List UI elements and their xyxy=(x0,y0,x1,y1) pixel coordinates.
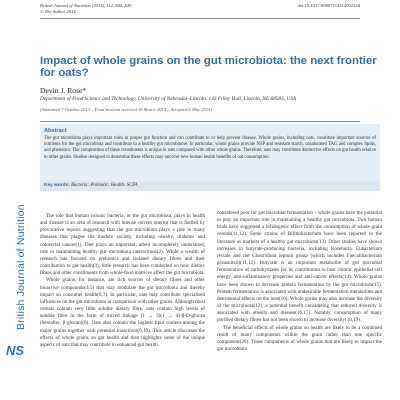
body-paragraph: Whole grains, for instance, are rich sources of dietary fibres and other bioactive compounds(4,5) that may modulate the gut microbiota and thereby impact on consumer health(6,7). In particular, oats may contribute specialised influences on the gut microbiota in comparison with other grains. Although most cereals contain very little soluble dietary fibre, oats contain high levels of soluble fibre in the form of mixed linkage (1 → 3)(1 → 4)-β-D-glucan (hereafter, β-glucan)(8). Oats also contain the highest lipid content among the major grains together with potential bioactives(9,10). This article discusses the effects of whole grains on gut health and then highlights some of the unique aspects of oats that may contribute to enhanced gut health. xyxy=(40,277,205,348)
affiliation: Department of Food Science and Technology, University of Nebraska–Lincoln, 143 Filley Hall, Lincoln, NE 68583, USA xyxy=(40,96,297,102)
journal-sidebar xyxy=(0,0,30,400)
author: Devin J. Rose* xyxy=(40,86,87,95)
header-divider xyxy=(40,18,360,19)
abstract-text: The gut microbiota plays important roles in proper gut function and can contribute to or help prevent disease. Whole grains, including oats, constitute important sources of nutrients for the gut microbiota and contribute to a healthy gut microbiome. In particular, whole grains provide NSP and resistant starch, unsaturated TAG and complex lipids, and phenolics. The composition of these constituents is unique in oats compared with other whole grains. Therefore, oats may contribute distinctive effects on gut health relative to other grains. Studies designed to determine these effects may uncover new human health benefits of oat consumption. xyxy=(44,136,376,160)
running-header-left xyxy=(40,3,131,15)
keywords-label: Key words: xyxy=(44,183,70,188)
sidebar-journal-name: British Journal of Nutrition xyxy=(15,204,27,330)
body-paragraph: considered poor for gut microbial fermentation – whole grains have the potential to play an important role in maintaining a healthy gut microbiota. Two human trials have suggested a bifidogenic effect from the consumption of whole-grain cereals(11,12). Some strains of Bifidobacterium have been reported in the literature as markers of a healthy gut microbiota(13). Other studies have shown increases in butyrate-producing bacteria, including Roseburia, Eubacterium rectale and the Clostridium leptum group (which includes Faecalibacterium prausnitzii)(11,12). Butyrate is an important metabolite of gut microbial fermentation of carbohydrates for its contribution to host colonic epithelial cell energy, anti-inflammatory properties and anti-cancer effects(14). Whole grains have been shown to decrease protein fermentation by the gut microbiota(15). Protein fermentation is associated with undesirable fermentation metabolites and detrimental effects on the host(16). Whole grains may also increase the diversity of the microbiota(12), a potential benefit considering that reduced diversity is associated with obesity and disease(16,17). Notably, consumption of many purified dietary fibres has not been shown to increase diversity(18,19). xyxy=(217,210,382,324)
body-paragraph: The beneficial effects of whole grains on health are likely to be a combined result of many components within the grain rather than one specific component(20). Three components of whole grains that are likely to impact the gut microbiota xyxy=(217,324,382,352)
doi: doi:10.1017/S0007114514002244 xyxy=(297,3,360,8)
body-paragraph: The role that human colonic bacteria, or the gut microbiota, plays in health and disease is an area of research with intense current interest that is fuelled by provocative reports suggesting that the gut microbiota plays a role in many diseases that plague the modern society, including obesity, diabetes and colorectal cancer(1). Diet plays an important, albeit incompletely understood, role in maintaining healthy gut–microbiota interactions(2). While a wealth of research has focused on prebiotics and isolated dietary fibres and their contribution to gut health(3), little research has been conducted on how dietary fibres and other constituents from whole-food matrices affect the gut microbiota. xyxy=(40,213,205,277)
abstract-heading: Abstract xyxy=(44,128,67,134)
submission-dates: (Submitted 7 October 2013 – Final revision received 18 March 2014 – Accepted 6 May 2014) xyxy=(40,107,213,112)
body-column-left xyxy=(40,213,205,349)
ns-logo: NS xyxy=(5,343,25,358)
abstract-box xyxy=(40,124,380,181)
article-title: Impact of whole grains on the gut microbiota: the next frontier for oats? xyxy=(40,55,377,79)
copyright: © The Author 2014 xyxy=(40,9,76,14)
keywords-text: Bacteria: Prebiotic: Health: SCFA xyxy=(71,183,138,188)
body-column-right xyxy=(217,210,382,353)
journal-citation: British Journal of Nutrition (2014), 112, S44–S49 xyxy=(40,3,132,8)
keywords-box xyxy=(40,181,380,191)
title-divider xyxy=(40,121,360,122)
